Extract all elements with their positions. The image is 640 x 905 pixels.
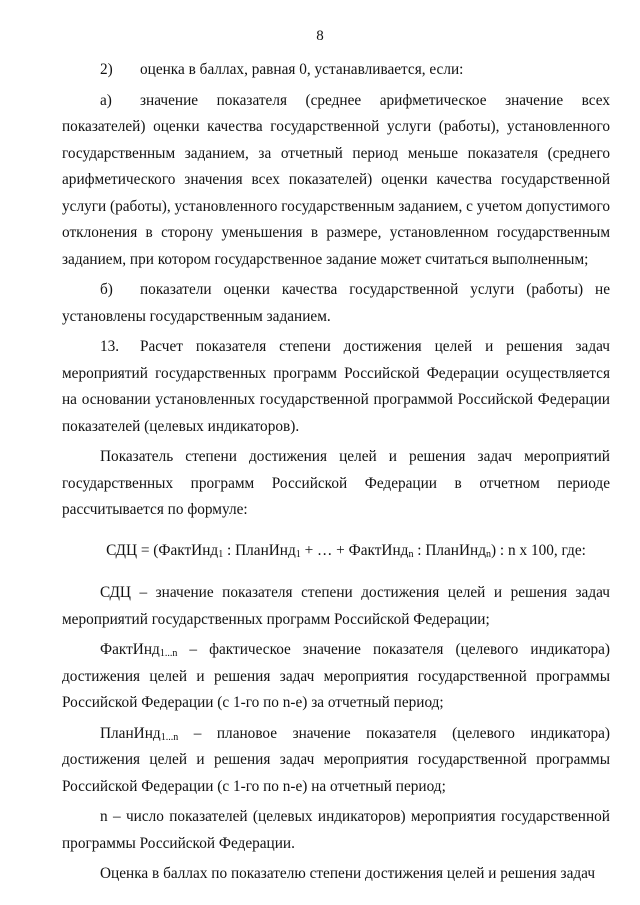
paragraph-item-a (62, 88, 610, 274)
formula: СДЦ = (ФактИнд$_1$ : ПланИнд$_1$ + … + ФактИнд$_n$ : ПланИнд$_n$) : n х 100, где: (106, 541, 586, 560)
paragraph-n-definition: n – число показателей (целевых индикаторов) мероприятия государственной программы Российской Федерации. (62, 808, 610, 852)
term-subscript: 1...n (159, 648, 178, 659)
paragraph-text: значение показателя (среднее арифметическое значение всех показателей) оценки качества государственной услуги (работы), установленного государственным заданием, за отчетный период меньше показателя (среднего арифметического значения всех показателей) оценки качества государственной услуги (работы), установленного государственным заданием, с учетом допустимого отклонения в сторону уменьшения в размере, установленном государственным заданием, при котором государственное задание может считаться выполненным; (62, 91, 610, 268)
paragraph-text: Расчет показателя степени достижения целей и решения задач мероприятий государственных программ Российской Федерации осуществляется на основании установленных государственной программой Российской Федерации показателей (целевых индикаторов). (62, 338, 610, 435)
paragraph-text: оценка в баллах, равная 0, устанавливается, если: (140, 61, 464, 78)
document-body (62, 57, 610, 888)
section-number: 13. (100, 338, 120, 355)
paragraph-sdc-definition: СДЦ – значение показателя степени достижения целей и решения задач мероприятий государственных программ Российской Федерации; (62, 584, 610, 628)
paragraph-factind-definition (62, 637, 610, 717)
paragraph-13 (62, 334, 610, 440)
paragraph-item-b (62, 277, 610, 330)
paragraph-item-2 (62, 57, 610, 84)
paragraph-indicator-intro: Показатель степени достижения целей и решения задач мероприятий государственных программ Российской Федерации в отчетном периоде рассчитывается по формуле: (62, 448, 610, 518)
paragraph-planind-definition (62, 721, 610, 801)
paragraph-score: Оценка в баллах по показателю степени достижения целей и решения задач (100, 865, 596, 882)
term: ФактИнд (100, 641, 160, 658)
paragraph-text: – плановое значение показателя (целевого индикатора) достижения целей и решения задач мероприятия государственной программы Российской Федерации (с 1-го по n-е) на отчетный период; (62, 724, 610, 795)
term: ПланИнд (100, 724, 161, 742)
paragraph-text: показатели оценки качества государственной услуги (работы) не установлены государственным заданием. (62, 281, 610, 325)
paragraph-text: – фактическое значение показателя (целевого индикатора) достижения целей и решения задач мероприятия государственной программы Российской Федерации (с 1-го по n-е) за отчетный период; (62, 641, 610, 711)
term-subscript: 1...n (160, 731, 179, 743)
list-marker: 2) (100, 61, 113, 78)
list-marker: а) (100, 91, 112, 109)
page-number: 8 (316, 28, 324, 44)
list-marker: б) (100, 281, 113, 298)
